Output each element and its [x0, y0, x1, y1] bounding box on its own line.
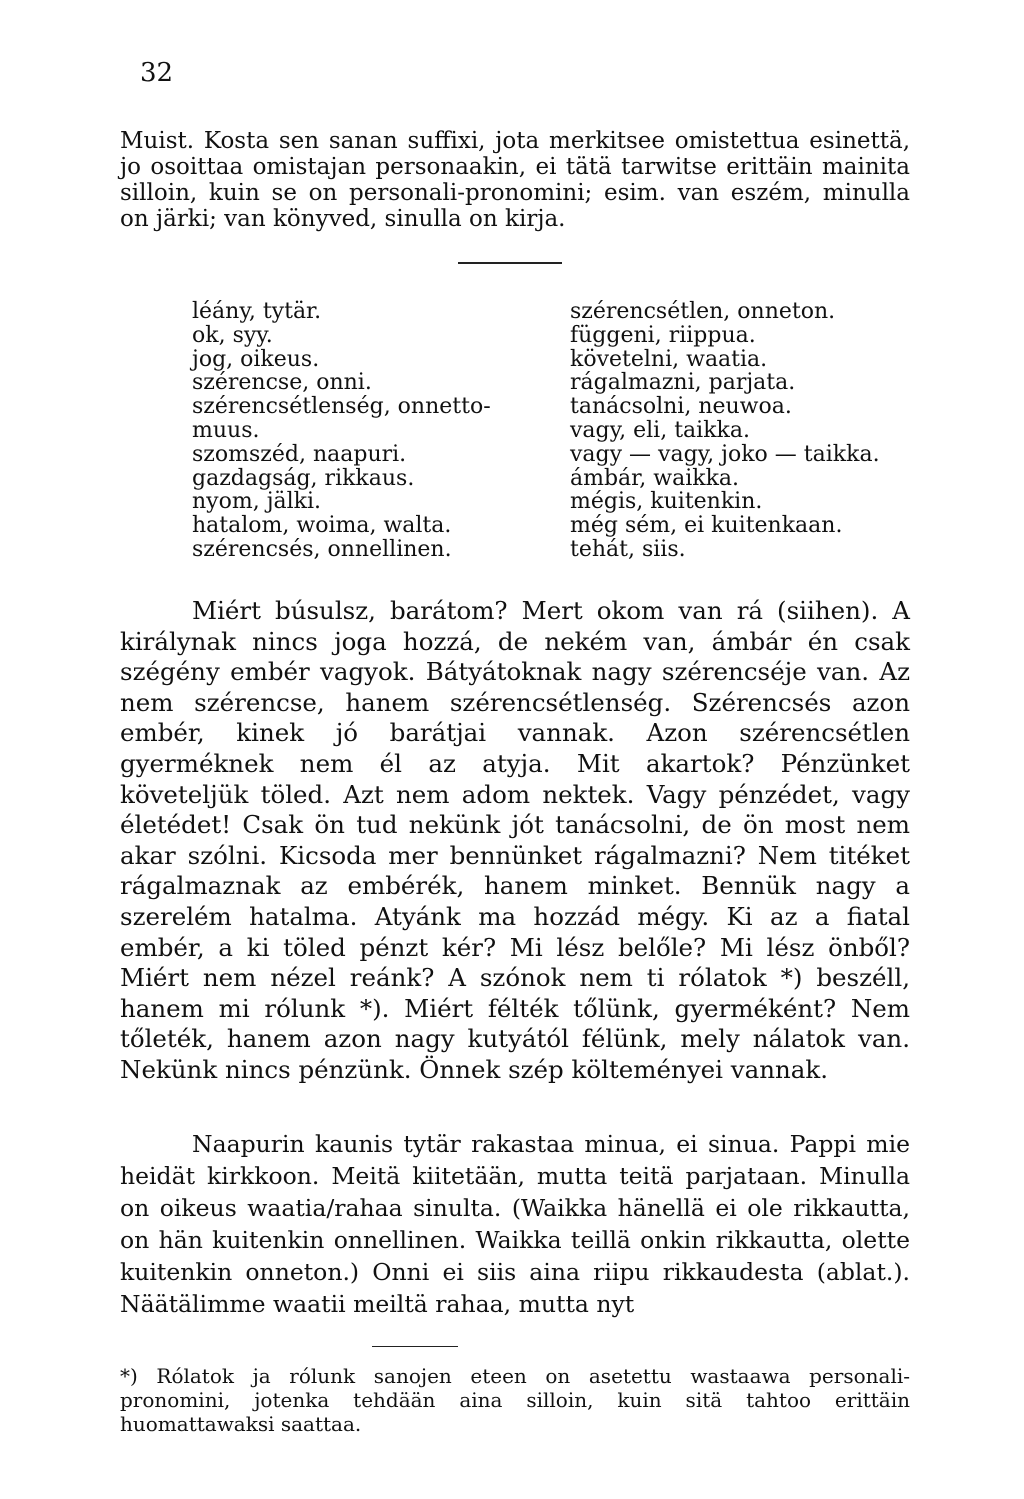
hungarian-exercise — [120, 596, 910, 1086]
vocabulary-left-column — [192, 300, 552, 562]
footnote: *) Rólatok ja rólunk sanojen eteen on asetettu wastaawa personali-pronomini, jotenka tehdään aina silloin, kuin sitä tahtoo erittäin huomattawaksi saattaa. — [120, 1364, 910, 1436]
vocab-entry: tanácsolni, neuwoa. — [570, 394, 792, 420]
vocab-entry: még sém, ei kuitenkaan. — [570, 513, 843, 539]
vocab-entry: szérencsés, onnellinen. — [192, 536, 452, 562]
footnote-divider — [372, 1346, 458, 1347]
vocab-entry: szérencse, onni. — [192, 370, 372, 396]
vocab-entry: ok, syy. — [192, 322, 273, 348]
section-divider — [458, 262, 562, 264]
vocab-entry: jog, oikeus. — [192, 346, 320, 372]
vocab-entry: szomszéd, naapuri. — [192, 441, 407, 467]
vocab-entry: követelni, waatia. — [570, 346, 768, 372]
grammar-note: Muist. Kosta sen sanan suffixi, jota merkitsee omistettua esinettä, jo osoittaa omistajan personaakin, ei tätä tarwitse erittäin mainita silloin, kuin se on personali-pronomini; esim. van eszém, minulla on järki; van könyved, sinulla on kirja. — [120, 128, 910, 232]
vocab-entry: függeni, riippua. — [570, 322, 756, 348]
vocab-entry: vagy, eli, taikka. — [570, 417, 750, 443]
vocab-entry: léány, tytär. — [192, 299, 322, 324]
finnish-translation-exercise — [120, 1128, 910, 1320]
page-number: 32 — [140, 58, 174, 88]
vocabulary-right-column — [570, 300, 950, 562]
vocab-entry: muus. — [192, 417, 260, 443]
exercise-text: Miért búsulsz, barátom? Mert okom van rá (siihen). A királynak nincs joga hozzá, de nekém van, ámbár én csak szégény embér vagyok. Bátyátoknak nagy szérencséje van. Az nem szérencse, hanem szérencsétlenség. Szérencsés azon embér, kinek jó barátjai vannak. Azon szérencsétlen gyerméknek nem él az atyja. Mit akartok? Pénzünket követeljük töled. Azt nem adom nektek. Vagy pénzédet, vagy életédet! Csak ön tud nekünk jót tanácsolni, de ön most nem akar szólni. Kicsoda mer bennünket rágalmazni? Nem titéket rágalmaznak az embérék, hanem minket. Bennük nagy a szerelém hatalma. Atyánk ma hozzád mégy. Ki az a fiatal embér, a ki töled pénzt kér? Mi lész belőle? Mi lész önből? Miért nem nézel reánk? A szónok nem ti rólatok *) beszéll, hanem mi rólunk *). Miért félték tőlünk, gyerméként? Nem tőleték, hanem azon nagy kutyától félünk, mely nálatok van. Nekünk nincs pénzünk. Önnek szép költeményei vannak. — [120, 596, 910, 1084]
vocab-entry: mégis, kuitenkin. — [570, 489, 763, 515]
vocab-entry: rágalmazni, parjata. — [570, 370, 796, 396]
vocab-entry: gazdagság, rikkaus. — [192, 465, 415, 491]
translation-text: Naapurin kaunis tytär rakastaa minua, ei sinua. Pappi mie heidät kirkkoon. Meitä kiitetään, mutta teitä parjataan. Minulla on oikeus waatia/rahaa sinulta. (Waikka hänellä ei ole rikkautta, on hän kuitenkin onnellinen. Waikka teillä onkin rikkautta, olette kuitenkin onneton.) Onni ei siis aina riipu rikkaudesta (ablat.). Näätälimme waatii meiltä rahaa, mutta nyt — [120, 1130, 910, 1318]
vocab-entry: nyom, jälki. — [192, 489, 322, 515]
vocab-entry: szérencsétlenség, onnetto- — [192, 394, 491, 420]
vocab-entry: tehát, siis. — [570, 536, 686, 562]
vocab-entry: ámbár, waikka. — [570, 465, 740, 491]
vocab-entry: szérencsétlen, onneton. — [570, 299, 836, 324]
vocab-entry: hatalom, woima, walta. — [192, 513, 452, 539]
vocab-entry: vagy — vagy, joko — taikka. — [570, 441, 880, 467]
